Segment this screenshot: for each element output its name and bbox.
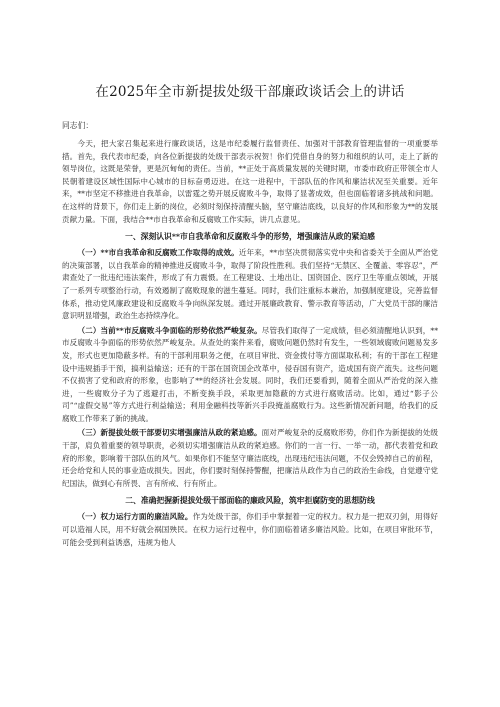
- section-2-1-paragraph: [62, 511, 438, 549]
- section-1-3-heading: （三）新提拔处级干部要切实增强廉洁从政的紧迫感。: [77, 428, 262, 438]
- section-2-1-body: 作为处级干部，你们手中掌握着一定的权力。权力是一把双刃剑，用得好可以造福人民，用不好就会祸国殃民。在权力运行过程中，你们面临着诸多廉洁风险。比如，在项目审批环节，可能会受到利益诱惑，违规为他人: [62, 512, 438, 547]
- salutation: 同志们：: [62, 121, 94, 130]
- section-1-1-paragraph: [62, 247, 438, 323]
- section-1-3-body: 面对严峻复杂的反腐败形势，你们作为新提拔的处级干部，肩负着重要的领导职责，必须切实增强廉洁从政的紧迫感。你们的一言一行、一举一动，都代表着党和政府的形象，影响着干部队伍的风气。如果你们不能坚守廉洁底线，出现违纪违法问题，不仅会毁掉自己的前程，还会给党和人民的事业造成损失。因此，你们要时刻保持警醒，把廉洁从政作为自己的政治生命线，自觉遵守党纪国法，做到心有所畏、言有所戒、行有所止。: [62, 428, 438, 488]
- section-1-2-paragraph: [62, 325, 438, 426]
- document-title: 在2025年全市新提拔处级干部廉政谈话会上的讲话: [95, 84, 405, 100]
- section-1-1-body: 近年来，**市坚决贯彻落实党中央和省委关于全面从严治党的决策部署，以自我革命的精神推进反腐败斗争，取得了阶段性胜利。我们坚持“无禁区、全覆盖、零容忍”，严肃查处了一批违纪违法案件，形成了有力震慑。在工程建设、土地出让、国资国企、医疗卫生等重点领域，开展了一系列专项整治行动，有效遏制了腐败现象的滋生蔓延。同时，我们注重标本兼治，加强制度建设，完善监督体系，推动党风廉政建设和反腐败斗争向纵深发展。通过开展廉政教育、警示教育等活动，广大党员干部的廉洁意识明显增强，政治生态持续净化。: [62, 248, 438, 321]
- section-1-1-heading: （一）**市自我革命和反腐败工作取得的成效。: [77, 248, 239, 258]
- section-1-2-heading: （二）当前**市反腐败斗争面临的形势依然严峻复杂。: [77, 325, 262, 335]
- section-1-heading: 一、深刻认识**市自我革命和反腐败斗争的形势，增强廉洁从政的紧迫感: [125, 232, 375, 242]
- section-1-2-body: 尽管我们取得了一定成绩，但必须清醒地认识到，**市反腐败斗争面临的形势依然严峻复杂。从查处的案件来看，腐败问题仍然时有发生，一些领域腐败问题易发多发，形式也更加隐蔽多样。有的干部利用职务之便，在项目审批、资金拨付等方面谋取私利；有的干部在工程建设中违规插手干预，搞利益输送；还有的干部在国资国企改革中，侵吞国有资产，造成国有资产流失。这些问题不仅损害了党和政府的形象，也影响了**的经济社会发展。同时，我们还要看到，随着全面从严治党的深入推进，一些腐败分子为了逃避打击，不断变换手段，采取更加隐蔽的方式进行腐败活动。比如，通过“影子公司”“虚假交易”等方式进行利益输送；利用金融科技等新兴手段掩盖腐败行为。这些新情况新问题，给我们的反腐败工作带来了新的挑战。: [62, 325, 438, 423]
- intro-paragraph: 今天，把大家召集起来进行廉政谈话，这是市纪委履行监督责任、加强对干部教育管理监督的一项重要举措。首先，我代表市纪委，向各位新提拔的处级干部表示祝贺！你们凭借自身的努力和组织的认可，走上了新的领导岗位，这既是荣誉，更是沉甸甸的责任。当前，**正处于高质量发展的关键时期，市委市政府正带领全市人民朝着建设区域性国际中心城市的目标奋勇迈进。在这一进程中，干部队伍的作风和廉洁状况至关重要。近年来，**市坚定不移推进自我革命，以雷霆之势开展反腐败斗争，取得了显著成效，但也面临着诸多挑战和问题。在这样的背景下，你们走上新的岗位，必须时刻保持清醒头脑，坚守廉洁底线，以良好的作风和形象为**的发展贡献力量。下面，我结合**市自我革命和反腐败工作实际，讲几点意见。: [62, 139, 438, 224]
- section-2-heading: 二、准确把握新提拔处级干部面临的廉政风险，筑牢拒腐防变的思想防线: [125, 496, 375, 506]
- section-2-1-heading: （一）权力运行方面的廉洁风险。: [77, 512, 193, 522]
- section-1-3-paragraph: [62, 427, 438, 490]
